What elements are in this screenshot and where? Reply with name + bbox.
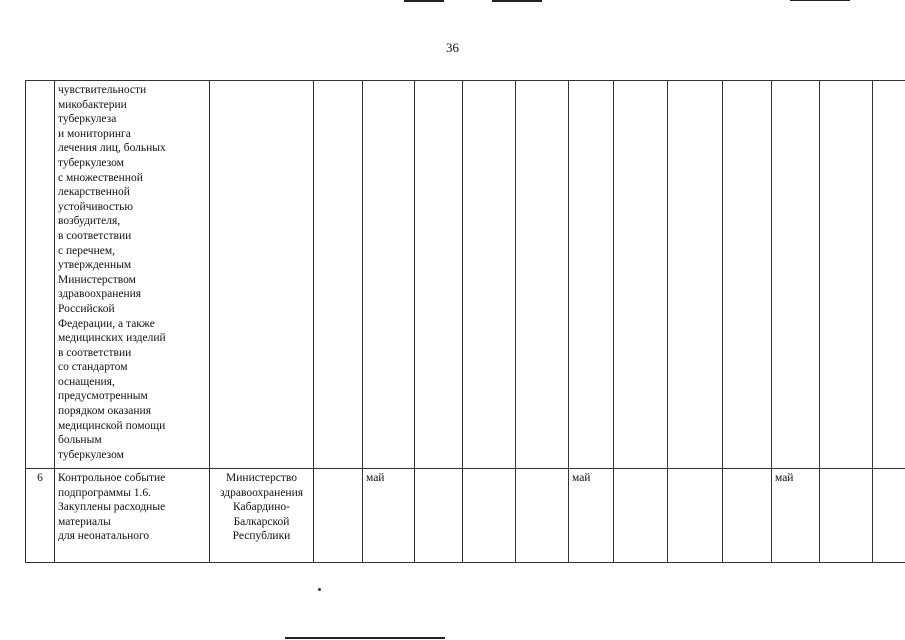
table-cell [614,469,668,563]
table-cell [516,81,569,469]
table-cell [463,81,516,469]
table-cell [314,469,363,563]
scan-speck [318,588,321,591]
table-cell [723,81,772,469]
table-cell [415,469,463,563]
row-number: 6 [26,469,55,563]
scan-artifact-top-2 [492,0,542,2]
table-cell [415,81,463,469]
table-cell [873,81,905,469]
table-cell [873,469,905,563]
deadline-cell: май [363,469,415,563]
row-number [26,81,55,469]
scan-artifact-top-3 [790,0,850,1]
event-description: Контрольное событие подпрограммы 1.6. Закуплены расходные материалы для неонатального [55,469,210,563]
event-description: чувствительности микобактерии туберкулеза и мониторинга лечения лиц, больных туберкулезом с множественной лекарственной устойчивостью возбудителя, в соответствии с перечнем, утвержденным Министерством здравоохранения Российской Федерации, а также медицинских изделий в соответствии со стандартом оснащения, предусмотренным порядком оказания медицинской помощи больным туберкулезом [55,81,210,469]
table-cell [820,81,873,469]
table-cell [668,81,723,469]
page-number: 36 [446,40,459,55]
table-cell [516,469,569,563]
table-cell [314,81,363,469]
table-cell [723,469,772,563]
table-row [26,81,905,469]
deadline-cell: май [569,469,614,563]
deadline-cell: май [772,469,820,563]
plan-table [25,80,905,563]
table-cell [820,469,873,563]
scan-artifact-bottom [285,637,445,639]
table-cell [569,81,614,469]
table-cell [614,81,668,469]
table-cell [463,469,516,563]
table-cell [668,469,723,563]
table-row [26,469,905,563]
table-cell [772,81,820,469]
responsible-executor: Министерство здравоохранения Кабардино- Балкарской Республики [210,469,314,563]
scan-artifact-top-1 [404,0,444,2]
responsible-executor [210,81,314,469]
table-cell [363,81,415,469]
